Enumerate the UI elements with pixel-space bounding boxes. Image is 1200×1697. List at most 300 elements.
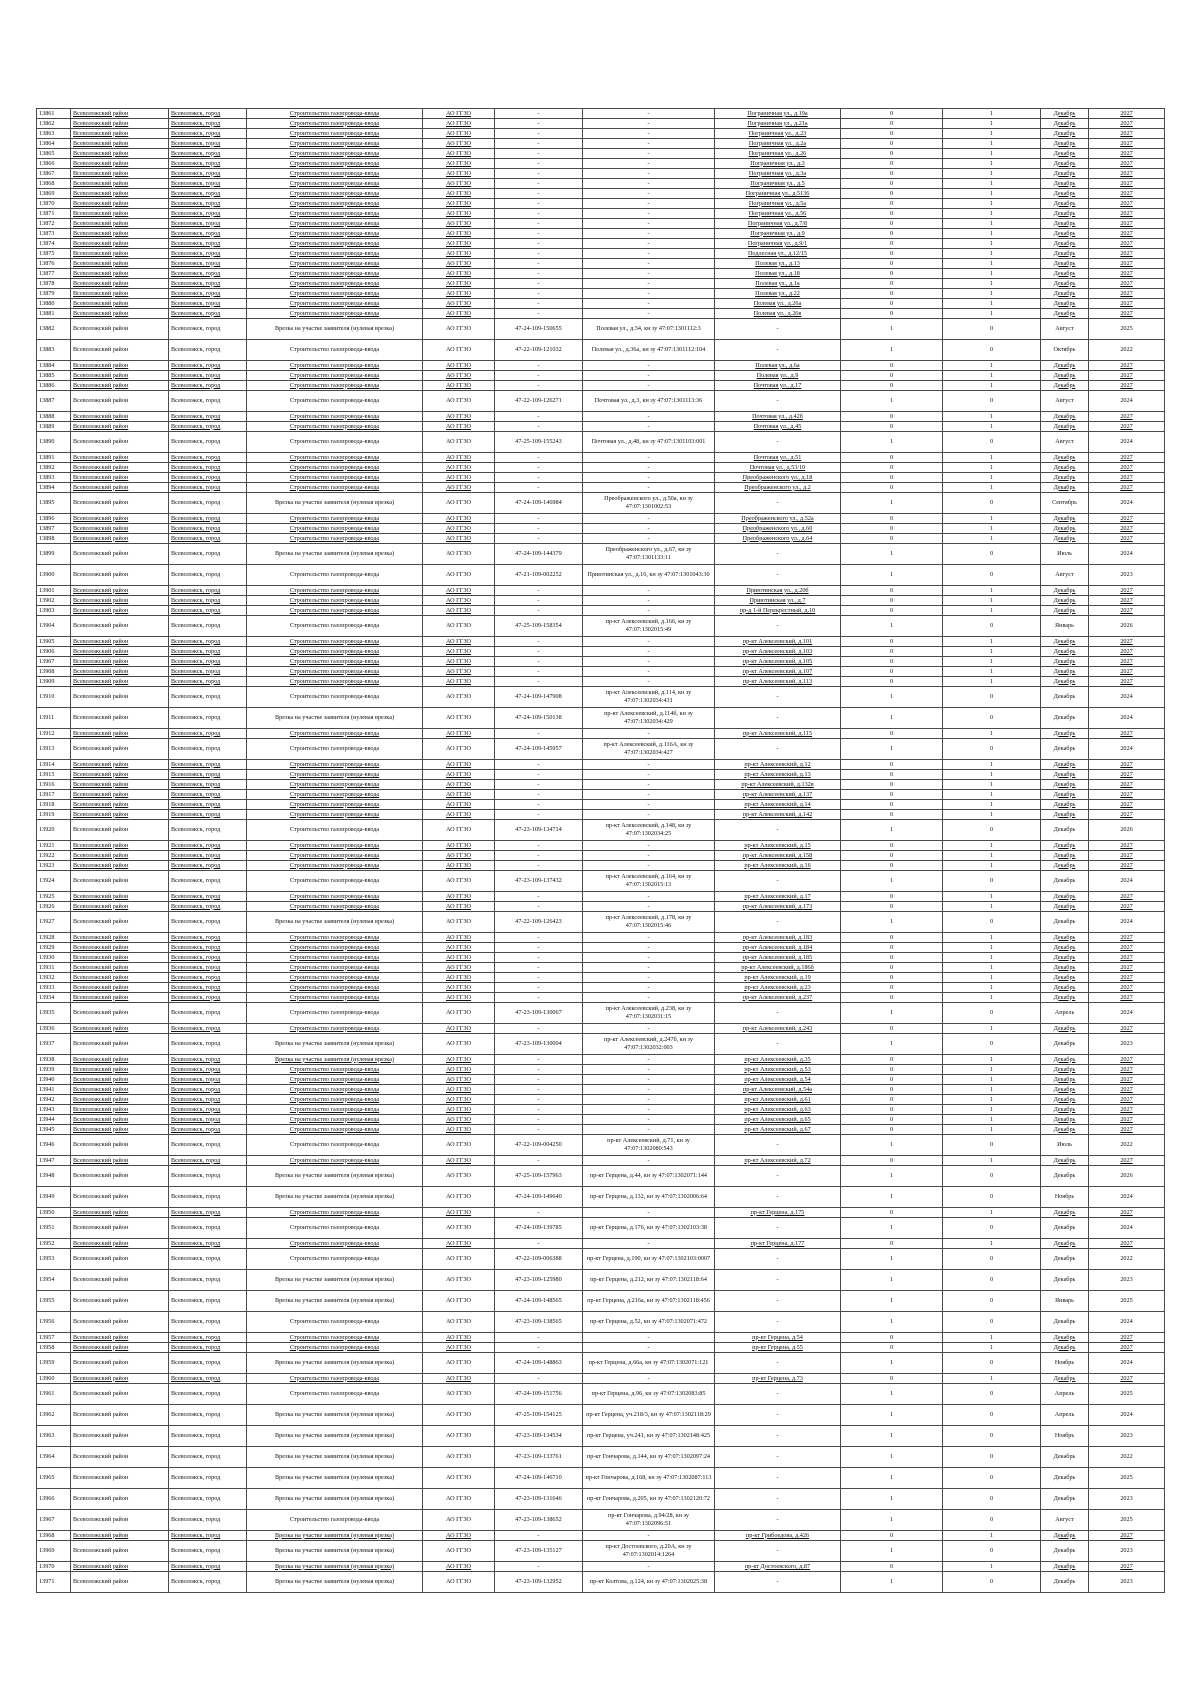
organization-cell: АО ГГЗО bbox=[423, 199, 495, 209]
city-cell: Всеволожск, город bbox=[169, 1115, 247, 1125]
month-cell: Декабрь bbox=[1041, 524, 1089, 534]
row-number: 13904 bbox=[37, 616, 71, 637]
application-id-cell: - bbox=[495, 139, 583, 149]
year-cell: 2024 bbox=[1089, 912, 1165, 933]
region-cell: Всеволожский район bbox=[71, 483, 169, 493]
street-address-cell: Пограничная ул., д.19а bbox=[715, 109, 841, 119]
month-cell: Декабрь bbox=[1041, 993, 1089, 1003]
work-type-cell: Врезка на участке заявителя (нулевая врезка) bbox=[247, 708, 423, 729]
city-cell: Всеволожск, город bbox=[169, 657, 247, 667]
application-id-cell: - bbox=[495, 483, 583, 493]
region-cell: Всеволожский район bbox=[71, 993, 169, 1003]
work-type-cell: Строительство газопровода-ввода bbox=[247, 239, 423, 249]
row-number: 13947 bbox=[37, 1156, 71, 1166]
row-number: 13868 bbox=[37, 179, 71, 189]
table-row bbox=[37, 1447, 1165, 1468]
count-cell-b: 1 bbox=[943, 473, 1041, 483]
year-cell: 2027 bbox=[1089, 309, 1165, 319]
street-address-cell: - bbox=[715, 432, 841, 453]
year-cell: 2027 bbox=[1089, 953, 1165, 963]
application-id-cell: - bbox=[495, 219, 583, 229]
street-address-cell: пр-кт Герцена, д.55 bbox=[715, 1343, 841, 1353]
month-cell: Декабрь bbox=[1041, 1166, 1089, 1187]
count-cell-a: 0 bbox=[841, 514, 943, 524]
count-cell-a: 0 bbox=[841, 790, 943, 800]
region-cell: Всеволожский район bbox=[71, 340, 169, 361]
year-cell: 2027 bbox=[1089, 139, 1165, 149]
city-cell: Всеволожск, город bbox=[169, 1065, 247, 1075]
region-cell: Всеволожский район bbox=[71, 309, 169, 319]
street-address-cell: пр-кт Герцена, д.73 bbox=[715, 1374, 841, 1384]
month-cell: Декабрь bbox=[1041, 851, 1089, 861]
month-cell: Декабрь bbox=[1041, 1218, 1089, 1239]
cadastral-address-cell: - bbox=[583, 109, 715, 119]
count-cell-b: 0 bbox=[943, 912, 1041, 933]
table-row bbox=[37, 1065, 1165, 1075]
work-type-cell: Строительство газопровода-ввода bbox=[247, 606, 423, 616]
table-row bbox=[37, 1156, 1165, 1166]
street-address-cell: пр-кт Алексеевский, д.61 bbox=[715, 1095, 841, 1105]
work-type-cell: Строительство газопровода-ввода bbox=[247, 1065, 423, 1075]
cadastral-address-cell: пр-кт Герцена, д.52, кн зу 47:07:1302071:472 bbox=[583, 1312, 715, 1333]
organization-cell: АО ГГЗО bbox=[423, 943, 495, 953]
organization-cell: АО ГГЗО bbox=[423, 1405, 495, 1426]
city-cell: Всеволожск, город bbox=[169, 1034, 247, 1055]
count-cell-a: 0 bbox=[841, 780, 943, 790]
application-id-cell: - bbox=[495, 861, 583, 871]
count-cell-b: 1 bbox=[943, 973, 1041, 983]
month-cell: Декабрь bbox=[1041, 361, 1089, 371]
application-id-cell: 47-24-109-150655 bbox=[495, 319, 583, 340]
count-cell-b: 1 bbox=[943, 483, 1041, 493]
month-cell: Декабрь bbox=[1041, 249, 1089, 259]
count-cell-a: 0 bbox=[841, 760, 943, 770]
cadastral-address-cell: - bbox=[583, 129, 715, 139]
region-cell: Всеволожский район bbox=[71, 1270, 169, 1291]
city-cell: Всеволожск, город bbox=[169, 534, 247, 544]
organization-cell: АО ГГЗО bbox=[423, 239, 495, 249]
year-cell: 2027 bbox=[1089, 534, 1165, 544]
work-type-cell: Строительство газопровода-ввода bbox=[247, 1208, 423, 1218]
table-row bbox=[37, 1468, 1165, 1489]
cadastral-address-cell: - bbox=[583, 159, 715, 169]
count-cell-b: 1 bbox=[943, 259, 1041, 269]
street-address-cell: - bbox=[715, 391, 841, 412]
month-cell: Декабрь bbox=[1041, 820, 1089, 841]
count-cell-b: 0 bbox=[943, 565, 1041, 586]
city-cell: Всеволожск, город bbox=[169, 1510, 247, 1531]
table-row bbox=[37, 139, 1165, 149]
count-cell-b: 1 bbox=[943, 169, 1041, 179]
count-cell-a: 1 bbox=[841, 1034, 943, 1055]
street-address-cell: пр-кт Алексеевский, д.107 bbox=[715, 667, 841, 677]
count-cell-a: 1 bbox=[841, 340, 943, 361]
row-number: 13895 bbox=[37, 493, 71, 514]
application-id-cell: - bbox=[495, 1156, 583, 1166]
region-cell: Всеволожский район bbox=[71, 1374, 169, 1384]
month-cell: Декабрь bbox=[1041, 1541, 1089, 1562]
application-id-cell: - bbox=[495, 463, 583, 473]
count-cell-a: 0 bbox=[841, 179, 943, 189]
region-cell: Всеволожский район bbox=[71, 760, 169, 770]
street-address-cell: - bbox=[715, 1270, 841, 1291]
work-type-cell: Строительство газопровода-ввода bbox=[247, 973, 423, 983]
count-cell-a: 0 bbox=[841, 953, 943, 963]
cadastral-address-cell: - bbox=[583, 993, 715, 1003]
region-cell: Всеволожский район bbox=[71, 493, 169, 514]
count-cell-b: 0 bbox=[943, 1218, 1041, 1239]
row-number: 13881 bbox=[37, 309, 71, 319]
table-row bbox=[37, 229, 1165, 239]
cadastral-address-cell: - bbox=[583, 637, 715, 647]
month-cell: Ноябрь bbox=[1041, 1353, 1089, 1374]
region-cell: Всеволожский район bbox=[71, 139, 169, 149]
cadastral-address-cell: - bbox=[583, 933, 715, 943]
count-cell-a: 0 bbox=[841, 1208, 943, 1218]
application-id-cell: - bbox=[495, 129, 583, 139]
row-number: 13910 bbox=[37, 687, 71, 708]
region-cell: Всеволожский район bbox=[71, 129, 169, 139]
street-address-cell: - bbox=[715, 1447, 841, 1468]
count-cell-b: 1 bbox=[943, 963, 1041, 973]
count-cell-b: 1 bbox=[943, 534, 1041, 544]
table-row bbox=[37, 606, 1165, 616]
count-cell-a: 1 bbox=[841, 1312, 943, 1333]
city-cell: Всеволожск, город bbox=[169, 1156, 247, 1166]
table-row bbox=[37, 544, 1165, 565]
year-cell: 2022 bbox=[1089, 1135, 1165, 1156]
city-cell: Всеволожск, город bbox=[169, 412, 247, 422]
city-cell: Всеволожск, город bbox=[169, 1024, 247, 1034]
region-cell: Всеволожский район bbox=[71, 841, 169, 851]
organization-cell: АО ГГЗО bbox=[423, 119, 495, 129]
cadastral-address-cell: - bbox=[583, 810, 715, 820]
street-address-cell: пр-кт Алексеевский, д.243 bbox=[715, 1024, 841, 1034]
month-cell: Декабрь bbox=[1041, 667, 1089, 677]
count-cell-b: 0 bbox=[943, 319, 1041, 340]
cadastral-address-cell: - bbox=[583, 1531, 715, 1541]
organization-cell: АО ГГЗО bbox=[423, 841, 495, 851]
application-id-cell: - bbox=[495, 1374, 583, 1384]
application-id-cell: - bbox=[495, 677, 583, 687]
count-cell-a: 1 bbox=[841, 1249, 943, 1270]
organization-cell: АО ГГЗО bbox=[423, 1125, 495, 1135]
month-cell: Декабрь bbox=[1041, 119, 1089, 129]
region-cell: Всеволожский район bbox=[71, 1034, 169, 1055]
organization-cell: АО ГГЗО bbox=[423, 851, 495, 861]
organization-cell: АО ГГЗО bbox=[423, 871, 495, 892]
street-address-cell: - bbox=[715, 1312, 841, 1333]
year-cell: 2027 bbox=[1089, 219, 1165, 229]
year-cell: 2027 bbox=[1089, 1085, 1165, 1095]
organization-cell: АО ГГЗО bbox=[423, 534, 495, 544]
street-address-cell: пр-кт Алексеевский, д.158 bbox=[715, 851, 841, 861]
row-number: 13941 bbox=[37, 1085, 71, 1095]
city-cell: Всеволожск, город bbox=[169, 109, 247, 119]
table-row bbox=[37, 1291, 1165, 1312]
month-cell: Декабрь bbox=[1041, 637, 1089, 647]
row-number: 13953 bbox=[37, 1249, 71, 1270]
city-cell: Всеволожск, город bbox=[169, 1003, 247, 1024]
application-id-cell: - bbox=[495, 1333, 583, 1343]
cadastral-address-cell: пр-кт Алексеевский, д.238, кн зу 47:07:1302031:15 bbox=[583, 1003, 715, 1024]
table-row bbox=[37, 1312, 1165, 1333]
table-row bbox=[37, 943, 1165, 953]
organization-cell: АО ГГЗО bbox=[423, 249, 495, 259]
month-cell: Ноябрь bbox=[1041, 1187, 1089, 1208]
city-cell: Всеволожск, город bbox=[169, 637, 247, 647]
organization-cell: АО ГГЗО bbox=[423, 1510, 495, 1531]
region-cell: Всеволожский район bbox=[71, 119, 169, 129]
street-address-cell: пр-кт Алексеевский, д.186б bbox=[715, 963, 841, 973]
table-row bbox=[37, 422, 1165, 432]
street-address-cell: Пограничная ул., д.3 bbox=[715, 159, 841, 169]
table-row bbox=[37, 279, 1165, 289]
month-cell: Декабрь bbox=[1041, 473, 1089, 483]
work-type-cell: Строительство газопровода-ввода bbox=[247, 259, 423, 269]
organization-cell: АО ГГЗО bbox=[423, 667, 495, 677]
month-cell: Декабрь bbox=[1041, 912, 1089, 933]
year-cell: 2024 bbox=[1089, 708, 1165, 729]
year-cell: 2027 bbox=[1089, 524, 1165, 534]
work-type-cell: Строительство газопровода-ввода bbox=[247, 800, 423, 810]
region-cell: Всеволожский район bbox=[71, 892, 169, 902]
table-row bbox=[37, 179, 1165, 189]
application-id-cell: - bbox=[495, 790, 583, 800]
count-cell-a: 0 bbox=[841, 279, 943, 289]
work-type-cell: Строительство газопровода-ввода bbox=[247, 993, 423, 1003]
cadastral-address-cell: - bbox=[583, 963, 715, 973]
region-cell: Всеволожский район bbox=[71, 1055, 169, 1065]
table-row bbox=[37, 902, 1165, 912]
table-row bbox=[37, 810, 1165, 820]
count-cell-a: 0 bbox=[841, 412, 943, 422]
count-cell-b: 1 bbox=[943, 1095, 1041, 1105]
row-number: 13875 bbox=[37, 249, 71, 259]
month-cell: Декабрь bbox=[1041, 902, 1089, 912]
street-address-cell: Почтовая ул., д.17 bbox=[715, 381, 841, 391]
region-cell: Всеволожский район bbox=[71, 647, 169, 657]
city-cell: Всеволожск, город bbox=[169, 381, 247, 391]
month-cell: Декабрь bbox=[1041, 729, 1089, 739]
city-cell: Всеволожск, город bbox=[169, 1291, 247, 1312]
row-number: 13870 bbox=[37, 199, 71, 209]
month-cell: Декабрь bbox=[1041, 1125, 1089, 1135]
cadastral-address-cell: пр-кт Алексеевский, д.114б, кн зу 47:07:1302034:429 bbox=[583, 708, 715, 729]
city-cell: Всеволожск, город bbox=[169, 259, 247, 269]
cadastral-address-cell: - bbox=[583, 586, 715, 596]
row-number: 13930 bbox=[37, 953, 71, 963]
region-cell: Всеволожский район bbox=[71, 1291, 169, 1312]
table-row bbox=[37, 1384, 1165, 1405]
region-cell: Всеволожский район bbox=[71, 1333, 169, 1343]
year-cell: 2027 bbox=[1089, 169, 1165, 179]
work-type-cell: Врезка на участке заявителя (нулевая врезка) bbox=[247, 1562, 423, 1572]
organization-cell: АО ГГЗО bbox=[423, 129, 495, 139]
application-id-cell: 47-23-109-134714 bbox=[495, 820, 583, 841]
table-row bbox=[37, 1343, 1165, 1353]
table-row bbox=[37, 1055, 1165, 1065]
row-number: 13891 bbox=[37, 453, 71, 463]
count-cell-a: 0 bbox=[841, 1075, 943, 1085]
row-number: 13968 bbox=[37, 1531, 71, 1541]
year-cell: 2027 bbox=[1089, 269, 1165, 279]
cadastral-address-cell: - bbox=[583, 1125, 715, 1135]
region-cell: Всеволожский район bbox=[71, 1187, 169, 1208]
city-cell: Всеволожск, город bbox=[169, 199, 247, 209]
table-row bbox=[37, 1003, 1165, 1024]
application-id-cell: - bbox=[495, 983, 583, 993]
cadastral-address-cell: - bbox=[583, 800, 715, 810]
row-number: 13954 bbox=[37, 1270, 71, 1291]
table-row bbox=[37, 239, 1165, 249]
cadastral-address-cell: - bbox=[583, 1343, 715, 1353]
year-cell: 2027 bbox=[1089, 790, 1165, 800]
region-cell: Всеволожский район bbox=[71, 432, 169, 453]
application-id-cell: - bbox=[495, 109, 583, 119]
region-cell: Всеволожский район bbox=[71, 1489, 169, 1510]
work-type-cell: Строительство газопровода-ввода bbox=[247, 841, 423, 851]
count-cell-a: 0 bbox=[841, 1531, 943, 1541]
month-cell: Декабрь bbox=[1041, 1312, 1089, 1333]
count-cell-a: 0 bbox=[841, 1333, 943, 1343]
work-type-cell: Врезка на участке заявителя (нулевая врезка) bbox=[247, 912, 423, 933]
count-cell-a: 0 bbox=[841, 1095, 943, 1105]
year-cell: 2026 bbox=[1089, 1166, 1165, 1187]
count-cell-b: 1 bbox=[943, 289, 1041, 299]
month-cell: Декабрь bbox=[1041, 810, 1089, 820]
region-cell: Всеволожский район bbox=[71, 963, 169, 973]
organization-cell: АО ГГЗО bbox=[423, 1572, 495, 1593]
street-address-cell: - bbox=[715, 708, 841, 729]
application-id-cell: - bbox=[495, 149, 583, 159]
organization-cell: АО ГГЗО bbox=[423, 139, 495, 149]
table-row bbox=[37, 800, 1165, 810]
cadastral-address-cell: пр-кт Герцена, д.96, кн зу 47:07:1302083:85 bbox=[583, 1384, 715, 1405]
row-number: 13885 bbox=[37, 371, 71, 381]
count-cell-b: 1 bbox=[943, 453, 1041, 463]
region-cell: Всеволожский район bbox=[71, 453, 169, 463]
count-cell-b: 0 bbox=[943, 1166, 1041, 1187]
count-cell-b: 0 bbox=[943, 340, 1041, 361]
work-type-cell: Строительство газопровода-ввода bbox=[247, 565, 423, 586]
organization-cell: АО ГГЗО bbox=[423, 1085, 495, 1095]
region-cell: Всеволожский район bbox=[71, 708, 169, 729]
year-cell: 2027 bbox=[1089, 473, 1165, 483]
application-id-cell: 47-23-109-135127 bbox=[495, 1541, 583, 1562]
street-address-cell: пр-кт Алексеевский, д.67 bbox=[715, 1125, 841, 1135]
region-cell: Всеволожский район bbox=[71, 1239, 169, 1249]
work-type-cell: Строительство газопровода-ввода bbox=[247, 340, 423, 361]
work-type-cell: Врезка на участке заявителя (нулевая врезка) bbox=[247, 1426, 423, 1447]
month-cell: Декабрь bbox=[1041, 892, 1089, 902]
row-number: 13869 bbox=[37, 189, 71, 199]
work-type-cell: Строительство газопровода-ввода bbox=[247, 129, 423, 139]
year-cell: 2027 bbox=[1089, 483, 1165, 493]
organization-cell: АО ГГЗО bbox=[423, 1187, 495, 1208]
region-cell: Всеволожский район bbox=[71, 596, 169, 606]
city-cell: Всеволожск, город bbox=[169, 892, 247, 902]
count-cell-b: 0 bbox=[943, 1353, 1041, 1374]
application-id-cell: - bbox=[495, 1343, 583, 1353]
work-type-cell: Строительство газопровода-ввода bbox=[247, 1249, 423, 1270]
row-number: 13911 bbox=[37, 708, 71, 729]
month-cell: Декабрь bbox=[1041, 1065, 1089, 1075]
city-cell: Всеволожск, город bbox=[169, 1333, 247, 1343]
city-cell: Всеволожск, город bbox=[169, 473, 247, 483]
cadastral-address-cell: - bbox=[583, 534, 715, 544]
year-cell: 2022 bbox=[1089, 1447, 1165, 1468]
region-cell: Всеволожский район bbox=[71, 800, 169, 810]
row-number: 13917 bbox=[37, 790, 71, 800]
work-type-cell: Строительство газопровода-ввода bbox=[247, 229, 423, 239]
count-cell-b: 0 bbox=[943, 391, 1041, 412]
count-cell-a: 0 bbox=[841, 667, 943, 677]
count-cell-a: 0 bbox=[841, 119, 943, 129]
count-cell-b: 1 bbox=[943, 1239, 1041, 1249]
work-type-cell: Врезка на участке заявителя (нулевая врезка) bbox=[247, 1531, 423, 1541]
count-cell-a: 0 bbox=[841, 239, 943, 249]
year-cell: 2027 bbox=[1089, 149, 1165, 159]
count-cell-b: 0 bbox=[943, 1384, 1041, 1405]
region-cell: Всеволожский район bbox=[71, 1156, 169, 1166]
street-address-cell: - bbox=[715, 1426, 841, 1447]
cadastral-address-cell: - bbox=[583, 514, 715, 524]
organization-cell: АО ГГЗО bbox=[423, 159, 495, 169]
table-row bbox=[37, 739, 1165, 760]
city-cell: Всеволожск, город bbox=[169, 279, 247, 289]
month-cell: Декабрь bbox=[1041, 269, 1089, 279]
table-row bbox=[37, 309, 1165, 319]
organization-cell: АО ГГЗО bbox=[423, 169, 495, 179]
application-id-cell: 47-24-109-145957 bbox=[495, 739, 583, 760]
year-cell: 2023 bbox=[1089, 1572, 1165, 1593]
cadastral-address-cell: - bbox=[583, 371, 715, 381]
organization-cell: АО ГГЗО bbox=[423, 299, 495, 309]
city-cell: Всеволожск, город bbox=[169, 391, 247, 412]
application-id-cell: 47-22-109-126271 bbox=[495, 391, 583, 412]
work-type-cell: Строительство газопровода-ввода bbox=[247, 483, 423, 493]
row-number: 13862 bbox=[37, 119, 71, 129]
street-address-cell: Почтовая ул., д.45 bbox=[715, 422, 841, 432]
row-number: 13897 bbox=[37, 524, 71, 534]
month-cell: Апрель bbox=[1041, 1003, 1089, 1024]
city-cell: Всеволожск, город bbox=[169, 943, 247, 953]
cadastral-address-cell: - bbox=[583, 149, 715, 159]
organization-cell: АО ГГЗО bbox=[423, 279, 495, 289]
city-cell: Всеволожск, город bbox=[169, 1105, 247, 1115]
year-cell: 2026 bbox=[1089, 820, 1165, 841]
city-cell: Всеволожск, город bbox=[169, 189, 247, 199]
table-row bbox=[37, 483, 1165, 493]
city-cell: Всеволожск, город bbox=[169, 1187, 247, 1208]
row-number: 13955 bbox=[37, 1291, 71, 1312]
row-number: 13934 bbox=[37, 993, 71, 1003]
street-address-cell: - bbox=[715, 319, 841, 340]
table-row bbox=[37, 319, 1165, 340]
street-address-cell: Преображенского ул., д.18 bbox=[715, 473, 841, 483]
organization-cell: АО ГГЗО bbox=[423, 800, 495, 810]
cadastral-address-cell: - bbox=[583, 677, 715, 687]
table-row bbox=[37, 381, 1165, 391]
cadastral-address-cell: Полевая ул., д.34, кн зу 47:07:1301112:3 bbox=[583, 319, 715, 340]
cadastral-address-cell: пр-кт Герцена, д.132, кн зу 47:07:1302006:64 bbox=[583, 1187, 715, 1208]
region-cell: Всеволожский район bbox=[71, 1208, 169, 1218]
count-cell-b: 0 bbox=[943, 1249, 1041, 1270]
month-cell: Декабрь bbox=[1041, 209, 1089, 219]
month-cell: Декабрь bbox=[1041, 169, 1089, 179]
application-id-cell: - bbox=[495, 289, 583, 299]
